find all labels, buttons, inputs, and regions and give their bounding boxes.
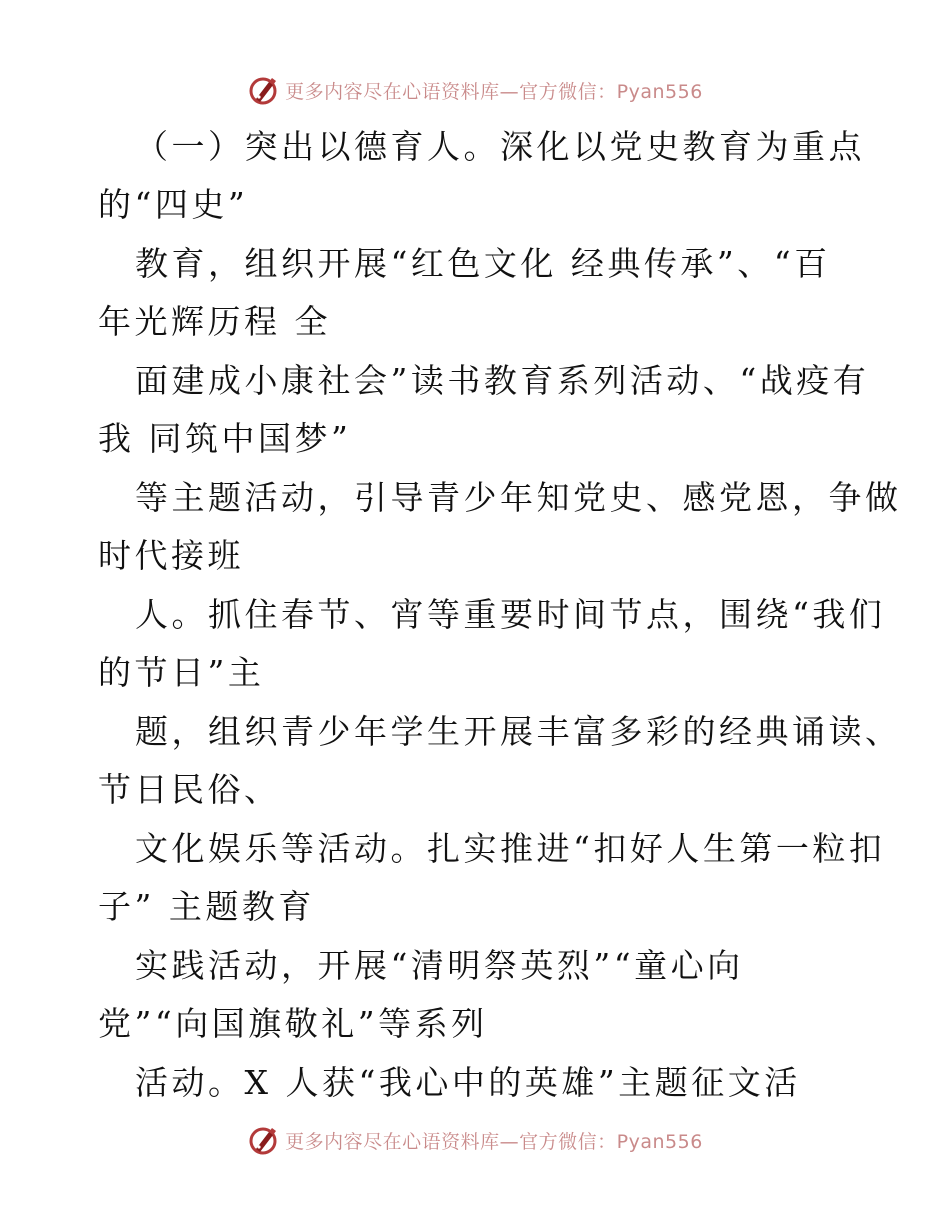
body-line-8: 时代接班 (98, 536, 244, 575)
body-line-7: 等主题活动，引导青少年知党史、感党恩，争做 (135, 478, 902, 517)
body-line-2: 的“四史” (98, 185, 249, 224)
footer-banner (0, 1120, 950, 1160)
body-line-11: 题，组织青少年学生开展丰富多彩的经典诵读、 (135, 712, 902, 751)
body-line-10: 的节日”主 (98, 653, 265, 692)
body-line-17: 活动。X 人获“我心中的英雄”主题征文活 (135, 1063, 801, 1102)
pen-logo-icon (247, 74, 279, 106)
body-line-1: （一）突出以德育人。深化以党史教育为重点 (135, 127, 865, 166)
header-banner-text: 更多内容尽在心语资料库—官方微信：Pyan556 (285, 80, 703, 103)
body-line-16: 党”“向国旗敬礼”等系列 (98, 1004, 488, 1043)
body-line-13: 文化娱乐等活动。扎实推进“扣好人生第一粒扣 (135, 829, 886, 868)
body-line-5: 面建成小康社会”读书教育系列活动、“战疫有 (135, 361, 870, 400)
footer-banner-content (247, 1124, 703, 1156)
body-line-6: 我 同筑中国梦” (98, 419, 352, 458)
footer-banner-text: 更多内容尽在心语资料库—官方微信：Pyan556 (285, 1130, 703, 1153)
body-line-4: 年光辉历程 全 (98, 302, 331, 341)
header-banner-content (247, 74, 703, 106)
pen-logo-icon (247, 1124, 279, 1156)
body-line-3: 教育，组织开展“红色文化 经典传承”、“百 (135, 244, 831, 283)
header-banner (0, 70, 950, 110)
body-line-12: 节日民俗、 (98, 770, 281, 809)
body-line-14: 子” 主题教育 (98, 887, 315, 926)
body-line-15: 实践活动，开展“清明祭英烈”“童心向 (135, 946, 744, 985)
body-line-9: 人。抓住春节、宵等重要时间节点，围绕“我们 (135, 595, 886, 634)
